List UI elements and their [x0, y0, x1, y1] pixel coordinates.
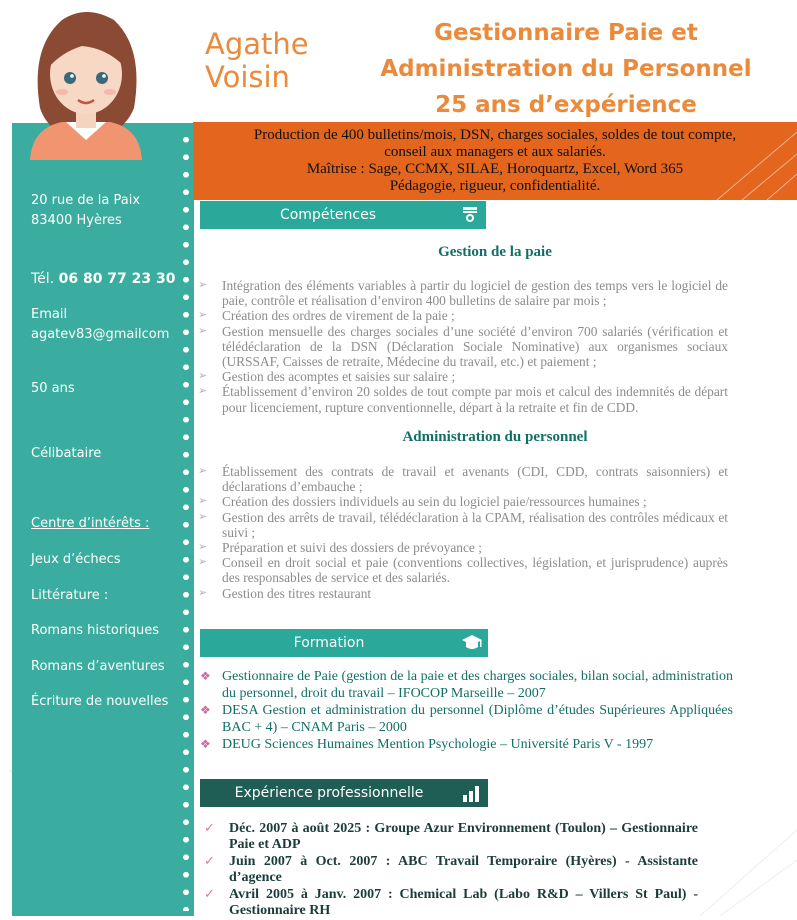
email	[31, 305, 169, 345]
list-item-text: Gestion des acomptes et saisies sur salaire ;	[222, 369, 456, 385]
section-title: Compétences	[279, 207, 377, 223]
paie-list	[198, 278, 728, 415]
summary-line: Maîtrise : Sage, CCMX, SILAE, Horoquartz, Excel, Word 365	[306, 161, 684, 177]
interest-item: Romans historiques	[31, 623, 160, 638]
avatar	[22, 8, 150, 160]
phone	[31, 269, 176, 289]
interests-title: Centre d’intérêts :	[31, 516, 150, 531]
arrow-bullet-icon: ➢	[198, 541, 208, 554]
list-item-text: Juin 2007 à Oct. 2007 : ABC Travail Temporaire (Hyères) - Assistante d’agence	[229, 854, 698, 885]
graduation-cap-icon	[462, 634, 482, 652]
diamond-bullet-icon: ❖	[200, 669, 211, 683]
summary-line: Production de 400 bulletins/mois, DSN, charges sociales, soldes de tout compte,	[253, 127, 737, 143]
list-item	[198, 308, 728, 323]
list-item-text: Gestion mensuelle des charges sociales d’une société d’environ 700 salariés (vérification et télédéclaration de la DSN (Déclaration Sociale Nominative) aux organismes sociaux (URSSAF, Caisses de retraite, Médecine du travail, etc.) et paiement ;	[222, 323, 728, 370]
email-address: agatev83@gmailcom	[31, 327, 170, 342]
arrow-bullet-icon: ➢	[198, 495, 208, 508]
marital-status: Célibataire	[31, 446, 102, 461]
section-title: Expérience professionnelle	[234, 785, 424, 801]
list-item-text: DEUG Sciences Humaines Mention Psychologie – Université Paris V - 1997	[222, 737, 654, 752]
list-item-text: Gestion des titres restaurant	[222, 585, 372, 601]
sidebar	[12, 123, 194, 916]
list-item	[198, 369, 728, 384]
subsection-title-admin: Administration du personnel	[402, 429, 588, 445]
title-line-3: 25 ans d’expérience	[435, 92, 697, 118]
list-item-text: Gestionnaire de Paie (gestion de la paie et des charges sociales, bilan social, administration du personnel, droit du travail – IFOCOP Marseille – 2007	[222, 669, 733, 701]
arrow-bullet-icon: ➢	[198, 309, 208, 322]
list-item	[198, 510, 728, 540]
formation-list	[198, 668, 733, 753]
list-item-text: Avril 2005 à Janv. 2007 : Chemical Lab (Labo R&D – Villers St Paul) - Gestionnaire RH	[229, 887, 698, 918]
summary-band	[193, 122, 797, 200]
list-item-text: Préparation et suivi des dossiers de prévoyance ;	[222, 540, 482, 556]
admin-list	[198, 464, 728, 601]
formation-header	[200, 629, 488, 657]
list-item-text: Création des ordres de virement de la paie ;	[222, 308, 455, 324]
interest-item: Littérature :	[31, 588, 109, 603]
interest-item: Romans d’aventures	[31, 659, 165, 674]
title-line-2: Administration du Personnel	[380, 56, 752, 82]
arrow-bullet-icon: ➢	[198, 370, 208, 383]
list-item	[198, 494, 728, 509]
list-item-text: Intégration des éléments variables à partir du logiciel de gestion des temps vers le logiciel de paie, contrôle et réalisation d’environ 400 bulletins de salaire par mois ;	[222, 278, 728, 309]
experience-header	[200, 779, 488, 807]
list-item	[198, 702, 733, 736]
bar-chart-icon	[462, 784, 482, 802]
first-name: Agathe	[205, 27, 309, 61]
arrow-bullet-icon: ➢	[198, 510, 208, 523]
arrow-bullet-icon: ➢	[198, 465, 208, 477]
list-item-text: Déc. 2007 à août 2025 : Groupe Azur Environnement (Toulon) – Gestionnaire Paie et ADP	[229, 821, 698, 852]
list-item	[198, 464, 728, 494]
title-line-1: Gestionnaire Paie et	[434, 20, 698, 46]
interest-item: Jeux d’échecs	[31, 552, 121, 567]
checkmark-icon: ✓	[204, 886, 215, 901]
list-item-text: Établissement des contrats de travail et avenants (CDI, CDD, contrats saisonniers) et déclarations d’embauche ;	[222, 464, 728, 495]
checkmark-icon: ✓	[204, 820, 215, 835]
last-name: Voisin	[205, 60, 290, 94]
list-item	[198, 324, 728, 370]
list-item	[198, 384, 728, 414]
person-name	[205, 28, 309, 94]
list-item-text: Conseil en droit social et paie (conventions collectives, législation, et jurisprudence) auprès des responsables de service et des salariés.	[222, 555, 728, 586]
list-item-text: Création des dossiers individuels au sein du logiciel paie/ressources humaines ;	[222, 494, 647, 510]
list-item	[198, 821, 698, 853]
diamond-bullet-icon: ❖	[200, 703, 211, 717]
arrow-bullet-icon: ➢	[198, 556, 208, 569]
list-item-text: Gestion des arrêts de travail, télédéclaration à la CPAM, réalisation des contrôles médicaux et suivi ;	[222, 509, 728, 540]
arrow-bullet-icon: ➢	[198, 385, 208, 398]
list-item	[198, 854, 698, 886]
list-item-text: Établissement d’environ 20 soldes de tout compte par mois et calcul des indemnités de départ pour licenciement, rupture conventionnelle, départ à la retraite et fin de CDD.	[222, 384, 728, 415]
address-line-1: 20 rue de la Paix	[31, 193, 141, 208]
certificate-icon	[460, 206, 480, 224]
summary-line: Pédagogie, rigueur, confidentialité.	[389, 178, 601, 194]
age: 50 ans	[31, 381, 75, 396]
diamond-bullet-icon: ❖	[200, 737, 211, 751]
experience-list	[198, 821, 698, 920]
subsection-title-paie: Gestion de la paie	[438, 244, 552, 260]
phone-label: Tél.	[31, 271, 55, 287]
list-item	[198, 278, 728, 308]
summary-line: conseil aux managers et aux salariés.	[384, 144, 606, 160]
competences-header	[200, 201, 486, 229]
email-label: Email	[31, 307, 68, 322]
list-item-text: DESA Gestion et administration du personnel (Diplôme d’études Supérieures Appliquées BAC + 4) – CNAM Paris – 2000	[222, 703, 733, 735]
checkmark-icon: ✓	[204, 853, 215, 868]
list-item	[198, 555, 728, 585]
job-title	[376, 15, 756, 123]
interest-item: Écriture de nouvelles	[31, 694, 169, 709]
list-item	[198, 736, 733, 753]
list-item	[198, 540, 728, 555]
list-item	[198, 887, 698, 919]
list-item	[198, 586, 728, 601]
phone-number: 06 80 77 23 30	[58, 271, 176, 287]
dotted-border	[182, 131, 190, 911]
arrow-bullet-icon: ➢	[198, 324, 208, 337]
address	[31, 191, 140, 231]
arrow-bullet-icon: ➢	[198, 279, 208, 291]
section-title: Formation	[293, 635, 365, 651]
list-item	[198, 668, 733, 702]
address-line-2: 83400 Hyères	[31, 213, 122, 228]
arrow-bullet-icon: ➢	[198, 586, 208, 599]
